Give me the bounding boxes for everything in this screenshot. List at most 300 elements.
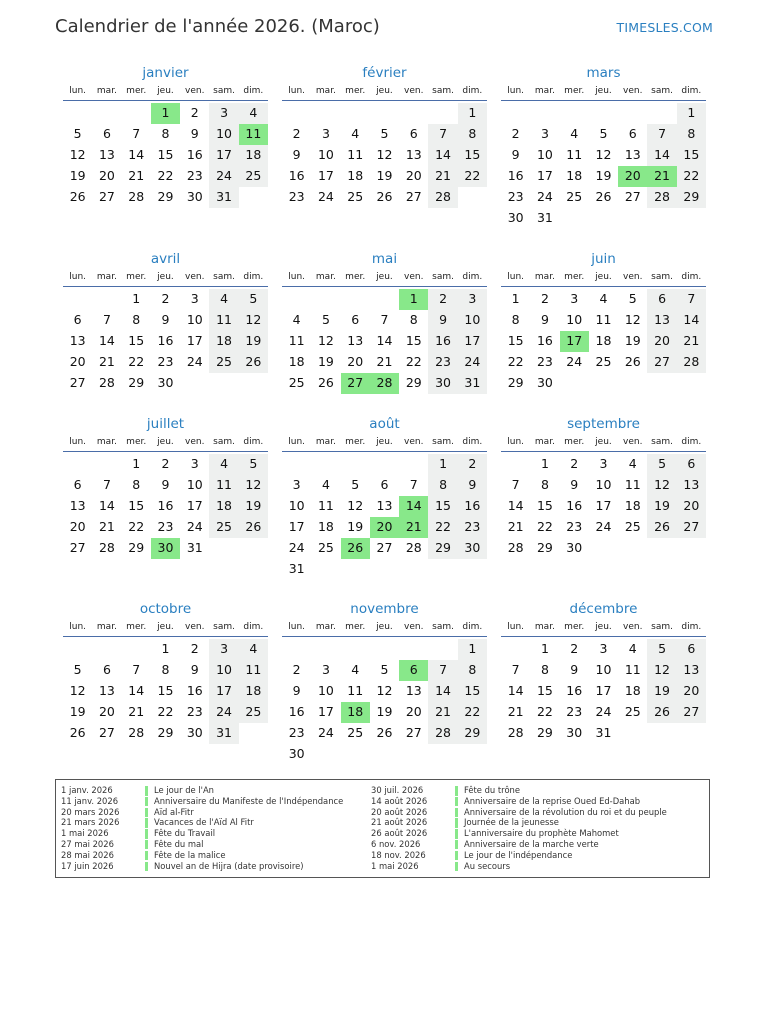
weekday-label: mar. <box>315 622 336 632</box>
empty-cell <box>282 454 311 475</box>
day-cell: 19 <box>376 167 393 183</box>
day-cell: 27 <box>69 539 86 555</box>
legend-item <box>366 828 667 839</box>
weeks <box>63 103 268 208</box>
legend-item <box>56 785 343 796</box>
week-row <box>501 310 706 331</box>
weekday-label: ven. <box>185 437 205 447</box>
weekday-label: sam. <box>213 437 235 447</box>
day-cell: 11 <box>347 146 364 162</box>
day-cell: 15 <box>405 332 422 348</box>
day-cell-weekend: 27 <box>677 517 706 538</box>
week-row <box>501 373 706 394</box>
day-cell: 17 <box>536 167 553 183</box>
day-cell: 3 <box>292 476 301 492</box>
day-cell-weekend: 23 <box>428 352 457 373</box>
day-cell: 22 <box>128 353 145 369</box>
day-cell: 10 <box>288 497 305 513</box>
week-row <box>501 166 706 187</box>
day-cell: 1 <box>511 291 520 306</box>
day-cell-weekend: 13 <box>677 660 706 681</box>
legend-holiday-name: Fête du Travail <box>154 828 216 839</box>
legend-column-right <box>366 785 667 871</box>
holiday-color-marker <box>145 818 148 828</box>
weekday-label: dim. <box>243 622 264 632</box>
holiday-color-marker <box>145 862 148 872</box>
empty-cell <box>647 103 676 124</box>
day-cell-weekend: 22 <box>428 517 457 538</box>
week-row <box>501 702 706 723</box>
day-cell: 31 <box>186 539 203 555</box>
day-cell-weekend: 16 <box>458 496 487 517</box>
day-cell: 4 <box>570 125 579 141</box>
weekday-label: jeu. <box>376 437 393 447</box>
day-cell: 9 <box>292 682 301 698</box>
day-cell-holiday: 11 <box>239 124 268 145</box>
day-cell-weekend: 19 <box>647 681 676 702</box>
weekday-label: ven. <box>623 622 643 632</box>
day-cell-weekend: 8 <box>458 660 487 681</box>
empty-cell <box>560 103 589 124</box>
legend-holiday-name: Anniversaire de la marche verte <box>464 838 599 849</box>
day-cell-weekend: 29 <box>458 723 487 744</box>
day-cell: 7 <box>511 661 520 677</box>
weekday-label: jeu. <box>376 86 393 96</box>
day-cell-weekend: 20 <box>647 331 676 352</box>
day-cell-weekend: 28 <box>677 352 706 373</box>
empty-cell <box>92 103 121 124</box>
day-cell-weekend: 5 <box>239 289 268 310</box>
empty-cell <box>92 454 121 475</box>
week-row <box>282 352 487 373</box>
weekday-label: mer. <box>126 272 147 282</box>
legend-holiday-name: Anniversaire de la révolution du roi et du peuple <box>464 806 667 817</box>
day-cell: 3 <box>321 661 330 677</box>
day-cell: 3 <box>599 641 608 656</box>
week-row <box>282 289 487 310</box>
day-cell: 2 <box>292 125 301 141</box>
weekday-label: mer. <box>345 272 366 282</box>
empty-cell <box>647 208 676 229</box>
day-cell-weekend: 30 <box>428 373 457 394</box>
week-row <box>501 145 706 166</box>
weekday-label: dim. <box>462 86 483 96</box>
day-cell: 15 <box>157 146 174 162</box>
day-cell-weekend: 1 <box>677 103 706 124</box>
week-row <box>63 723 268 744</box>
day-cell: 23 <box>288 724 305 740</box>
day-cell-weekend: 23 <box>458 517 487 538</box>
legend-date: 30 juil. 2026 <box>371 785 424 795</box>
day-cell-weekend: 25 <box>209 352 238 373</box>
day-cell-weekend: 20 <box>677 496 706 517</box>
weekday-label: lun. <box>507 622 525 632</box>
legend-item <box>366 850 667 861</box>
day-cell: 11 <box>288 332 305 348</box>
day-cell: 11 <box>624 661 641 677</box>
weekday-label: mer. <box>564 272 585 282</box>
legend-item <box>366 861 667 872</box>
month-4 <box>282 248 487 394</box>
day-cell: 8 <box>540 661 549 677</box>
day-cell: 27 <box>624 188 641 204</box>
week-row <box>282 124 487 145</box>
empty-cell <box>677 538 706 559</box>
week-row <box>63 702 268 723</box>
day-cell: 29 <box>507 374 524 390</box>
day-cell: 14 <box>376 332 393 348</box>
day-cell: 13 <box>624 146 641 162</box>
day-cell-weekend: 28 <box>647 187 676 208</box>
day-cell-weekend: 28 <box>428 187 457 208</box>
weekday-label: lun. <box>288 437 306 447</box>
day-cell: 16 <box>157 332 174 348</box>
day-cell: 12 <box>69 146 86 162</box>
day-cell: 29 <box>536 539 553 555</box>
weekday-label: dim. <box>243 437 264 447</box>
week-row <box>501 475 706 496</box>
day-cell: 14 <box>98 497 115 513</box>
day-cell-weekend: 24 <box>458 352 487 373</box>
legend-item <box>366 839 667 850</box>
day-cell-weekend: 8 <box>458 124 487 145</box>
day-cell-weekend: 30 <box>458 538 487 559</box>
empty-cell <box>647 373 676 394</box>
empty-cell <box>399 559 428 580</box>
day-cell-weekend: 8 <box>677 124 706 145</box>
weeks <box>501 639 706 744</box>
day-cell: 8 <box>540 476 549 492</box>
day-cell: 10 <box>595 661 612 677</box>
day-cell: 30 <box>186 724 203 740</box>
day-cell: 28 <box>98 374 115 390</box>
day-cell-holiday: 21 <box>647 166 676 187</box>
day-cell-weekend: 3 <box>209 103 238 124</box>
day-cell-weekend: 20 <box>677 681 706 702</box>
weekday-label: sam. <box>213 86 235 96</box>
weekday-label: ven. <box>404 86 424 96</box>
month-name: juillet <box>146 416 185 432</box>
day-cell: 9 <box>161 311 170 327</box>
weeks <box>63 454 268 559</box>
weekday-label: ven. <box>623 86 643 96</box>
day-cell: 13 <box>376 497 393 513</box>
empty-cell <box>311 103 340 124</box>
weekday-label: ven. <box>623 437 643 447</box>
day-cell: 24 <box>317 188 334 204</box>
legend-item <box>366 807 667 818</box>
legend-date: 18 nov. 2026 <box>371 849 426 860</box>
day-cell: 20 <box>347 353 364 369</box>
empty-cell <box>560 373 589 394</box>
day-cell: 4 <box>599 291 608 306</box>
legend-holiday-name: Vacances de l'Aïd Al Fitr <box>154 817 254 828</box>
weekday-label: mar. <box>315 437 336 447</box>
month-10 <box>282 598 487 765</box>
weekday-label: jeu. <box>157 86 174 96</box>
day-cell: 6 <box>380 476 389 492</box>
empty-cell <box>209 538 238 559</box>
weekday-header <box>501 435 706 452</box>
legend-item <box>56 861 343 872</box>
day-cell: 17 <box>186 497 203 513</box>
day-cell: 22 <box>157 167 174 183</box>
day-cell-weekend: 6 <box>677 454 706 475</box>
empty-cell <box>618 723 647 744</box>
day-cell-weekend: 15 <box>677 145 706 166</box>
week-row <box>501 538 706 559</box>
weekday-label: jeu. <box>595 437 612 447</box>
day-cell: 11 <box>317 497 334 513</box>
weekday-label: lun. <box>288 272 306 282</box>
week-row <box>282 538 487 559</box>
weekday-label: lun. <box>288 622 306 632</box>
day-cell: 20 <box>405 703 422 719</box>
weekday-label: mer. <box>126 86 147 96</box>
week-row <box>282 454 487 475</box>
empty-cell <box>341 744 370 765</box>
day-cell: 7 <box>380 311 389 327</box>
weekday-label: mar. <box>534 272 555 282</box>
day-cell-weekend: 17 <box>209 145 238 166</box>
month-name: novembre <box>350 601 419 617</box>
week-row <box>501 103 706 124</box>
day-cell: 21 <box>98 353 115 369</box>
day-cell: 30 <box>288 745 305 761</box>
day-cell: 27 <box>405 724 422 740</box>
legend-item <box>56 850 343 861</box>
legend-holiday-name: Nouvel an de Hijra (date provisoire) <box>154 860 304 871</box>
empty-cell <box>589 103 618 124</box>
day-cell: 10 <box>536 146 553 162</box>
day-cell-weekend: 26 <box>239 517 268 538</box>
empty-cell <box>458 744 487 765</box>
day-cell-weekend: 3 <box>458 289 487 310</box>
weekday-label: ven. <box>623 272 643 282</box>
day-cell: 16 <box>288 703 305 719</box>
legend-date: 14 août 2026 <box>371 795 428 806</box>
day-cell-weekend: 4 <box>209 454 238 475</box>
legend-date: 21 août 2026 <box>371 817 428 828</box>
day-cell: 4 <box>351 125 360 141</box>
empty-cell <box>370 559 399 580</box>
day-cell-weekend: 26 <box>239 352 268 373</box>
week-row <box>501 723 706 744</box>
empty-cell <box>239 538 268 559</box>
day-cell: 2 <box>190 641 199 656</box>
empty-cell <box>311 744 340 765</box>
day-cell-weekend: 9 <box>428 310 457 331</box>
empty-cell <box>370 454 399 475</box>
day-cell-holiday: 20 <box>618 166 647 187</box>
weekday-label: lun. <box>69 86 87 96</box>
day-cell: 23 <box>186 167 203 183</box>
day-cell: 5 <box>599 125 608 141</box>
day-cell: 28 <box>507 724 524 740</box>
day-cell: 4 <box>292 311 301 327</box>
day-cell-weekend: 2 <box>428 289 457 310</box>
day-cell-weekend: 1 <box>458 103 487 124</box>
empty-cell <box>399 639 428 660</box>
legend-date: 26 août 2026 <box>371 828 428 839</box>
legend-date: 20 août 2026 <box>371 806 428 817</box>
empty-cell <box>530 103 559 124</box>
day-cell-holiday: 21 <box>399 517 428 538</box>
week-row <box>501 517 706 538</box>
weeks <box>501 454 706 559</box>
legend-holiday-name: Journée de la jeunesse <box>464 817 559 828</box>
day-cell: 16 <box>186 682 203 698</box>
day-cell: 22 <box>536 518 553 534</box>
empty-cell <box>399 454 428 475</box>
weekday-label: mer. <box>345 86 366 96</box>
legend-date: 17 juin 2026 <box>61 860 114 871</box>
day-cell: 21 <box>507 518 524 534</box>
weeks <box>501 103 706 228</box>
day-cell: 21 <box>507 703 524 719</box>
weeks <box>501 289 706 394</box>
day-cell: 29 <box>157 724 174 740</box>
day-cell: 23 <box>288 188 305 204</box>
empty-cell <box>282 639 311 660</box>
month-1 <box>282 62 487 208</box>
day-cell-holiday: 6 <box>399 660 428 681</box>
day-cell: 8 <box>161 125 170 141</box>
day-cell: 30 <box>507 209 524 225</box>
day-cell: 18 <box>317 518 334 534</box>
legend-item <box>56 839 343 850</box>
day-cell-weekend: 2 <box>458 454 487 475</box>
empty-cell <box>677 208 706 229</box>
day-cell: 25 <box>317 539 334 555</box>
day-cell-weekend: 24 <box>209 702 238 723</box>
weekday-label: sam. <box>651 86 673 96</box>
day-cell: 31 <box>595 724 612 740</box>
week-row <box>282 475 487 496</box>
empty-cell <box>209 373 238 394</box>
day-cell-weekend: 26 <box>647 517 676 538</box>
legend-holiday-name: L'anniversaire du prophète Mahomet <box>464 828 619 839</box>
weekday-header <box>282 435 487 452</box>
weekday-label: mar. <box>315 86 336 96</box>
day-cell: 20 <box>69 353 86 369</box>
week-row <box>63 145 268 166</box>
day-cell: 9 <box>190 661 199 677</box>
day-cell-holiday: 30 <box>151 538 180 559</box>
day-cell: 1 <box>132 456 141 471</box>
day-cell-weekend: 27 <box>647 352 676 373</box>
day-cell: 27 <box>376 539 393 555</box>
day-cell-weekend: 17 <box>458 331 487 352</box>
day-cell-weekend: 3 <box>209 639 238 660</box>
day-cell-weekend: 6 <box>677 639 706 660</box>
weekday-label: dim. <box>243 272 264 282</box>
weekday-header <box>63 620 268 637</box>
week-row <box>63 187 268 208</box>
day-cell: 19 <box>624 332 641 348</box>
weekday-label: lun. <box>69 622 87 632</box>
weekday-label: mer. <box>564 437 585 447</box>
month-3 <box>63 248 268 394</box>
weekday-label: jeu. <box>157 437 174 447</box>
day-cell: 6 <box>409 125 418 141</box>
weekday-label: dim. <box>462 272 483 282</box>
weekday-label: sam. <box>651 272 673 282</box>
empty-cell <box>399 103 428 124</box>
day-cell-weekend: 25 <box>239 166 268 187</box>
day-cell: 9 <box>540 311 549 327</box>
day-cell-weekend: 14 <box>428 145 457 166</box>
week-row <box>63 475 268 496</box>
empty-cell <box>647 538 676 559</box>
day-cell-weekend: 15 <box>428 496 457 517</box>
day-cell-weekend: 13 <box>647 310 676 331</box>
empty-cell <box>618 538 647 559</box>
legend-item <box>366 817 667 828</box>
day-cell: 2 <box>190 105 199 120</box>
day-cell-weekend: 5 <box>647 639 676 660</box>
day-cell-weekend: 7 <box>677 289 706 310</box>
day-cell-weekend: 13 <box>677 475 706 496</box>
day-cell-weekend: 6 <box>647 289 676 310</box>
day-cell: 13 <box>347 332 364 348</box>
day-cell-weekend: 29 <box>428 538 457 559</box>
weekday-label: jeu. <box>595 622 612 632</box>
day-cell-weekend: 31 <box>209 723 238 744</box>
brand-link[interactable]: TIMESLES.COM <box>616 20 713 35</box>
day-cell: 24 <box>595 518 612 534</box>
empty-cell <box>239 723 268 744</box>
day-cell-weekend: 18 <box>239 681 268 702</box>
day-cell: 12 <box>376 682 393 698</box>
day-cell: 16 <box>566 682 583 698</box>
day-cell: 5 <box>380 125 389 141</box>
day-cell: 8 <box>511 311 520 327</box>
weekday-header <box>282 620 487 637</box>
day-cell-weekend: 16 <box>428 331 457 352</box>
day-cell: 3 <box>190 456 199 471</box>
day-cell: 26 <box>376 724 393 740</box>
weekday-header <box>282 84 487 101</box>
month-name: mai <box>371 251 398 267</box>
day-cell: 21 <box>376 353 393 369</box>
week-row <box>63 310 268 331</box>
month-name: février <box>362 65 407 81</box>
day-cell-weekend: 11 <box>209 475 238 496</box>
holiday-color-marker <box>455 840 458 850</box>
weeks <box>63 289 268 394</box>
week-row <box>282 744 487 765</box>
day-cell: 25 <box>347 188 364 204</box>
day-cell-weekend: 18 <box>209 331 238 352</box>
legend-date: 6 nov. 2026 <box>371 838 421 849</box>
day-cell: 16 <box>186 146 203 162</box>
day-cell-weekend: 29 <box>677 187 706 208</box>
month-name: avril <box>150 251 181 267</box>
holiday-color-marker <box>455 786 458 796</box>
day-cell: 3 <box>321 125 330 141</box>
day-cell: 1 <box>540 641 549 656</box>
day-cell: 17 <box>317 703 334 719</box>
day-cell: 23 <box>157 518 174 534</box>
week-row <box>282 517 487 538</box>
day-cell: 1 <box>161 641 170 656</box>
day-cell: 4 <box>628 641 637 656</box>
day-cell: 18 <box>595 332 612 348</box>
week-row <box>63 517 268 538</box>
day-cell: 23 <box>566 703 583 719</box>
day-cell: 23 <box>536 353 553 369</box>
